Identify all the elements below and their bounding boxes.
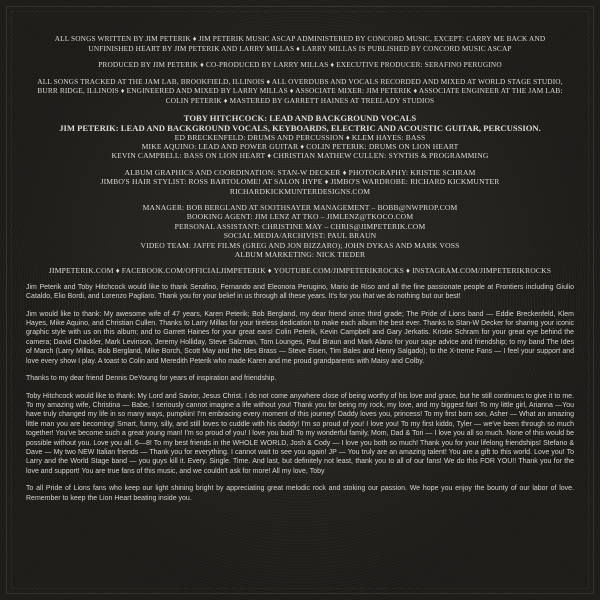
video-team-credit: VIDEO TEAM: JAFFE FILMS (GREG AND JON BIZZARO); JOHN DYKAS AND MARK VOSS — [140, 240, 460, 250]
marketing-credit: ALBUM MARKETING: NICK TIEDER — [234, 250, 366, 260]
thanks-section — [26, 283, 574, 503]
jim-peterik-credit: JIM PETERIK: LEAD AND BACKGROUND VOCALS, KEYBOARDS, ELECTRIC AND ACOUSTIC GUITAR, PERCUSSION. — [59, 122, 541, 133]
thanks-frontiers: Jim Peterik and Toby Hitchcock would like to thank Serafino, Fernando and Eleonora Perugino, Mario de Riso and all the fine passionate people at Frontiers including Giulio Cataldo, Elio Bordi, and Lorenzo Pagliaro. Thank you for your belief in us through all these years. It's for you that we do nothing but our best! — [26, 283, 574, 301]
band-credits — [32, 133, 568, 283]
thanks-toby: Toby Hitchcock would like to thank: My Lord and Savior, Jesus Christ. I do not come anywhere close of being worthy of his love and grace, but he still continues to give it to me. To my amazing wife, Christina — Babe, I seriously cannot imagine a life without you! Thank you for being my rock, my love, and my biggest fan! To my little girl, Arianna —You have truly changed my life in so many ways, pumpkin! I'm embracing every moment of this journey! Daddy loves you, princess! To my first born son, Asher — What an amazing little man you are becoming! Smart, funny, silly, and still loves to cuddle with his daddy! I'm so proud of you! I love you! To my first kiddo, Tyler — we've been through so much together! You've become such a great young man! I'm so proud of you! I love you bud! To my wonderful family, Mom, Dad & Tori — I love you all so much. None of this would be possible without you. Love you all. 6—8! To my best friends in the WHOLE WORLD, Josh & Cody — I love you both so much! Thank you for your lifelong friendships! Stefano & Dave — My two NEW Italian friends — Thank you for everything. I cannot wait to see you again! JP — You truly are an amazing talent! You are a gift to this world. Love you! To Larry and the World Stage band — you guys kill it. Every. Single. Time. And last, but definitely not least, thank you to all of our fans! We do this FOR YOU!! Thank you for the love and support! You are true fans of this music, and we couldn't ask for more! All my love, Toby — [26, 392, 574, 475]
written-by-credit: ALL SONGS WRITTEN BY JIM PETERIK ♦ JIM PETERIK MUSIC ASCAP ADMINISTERED BY CONCORD MUSIC, EXCEPT: CARRY ME BACK AND UNFINISHED HEART BY JIM PETERIK AND LARRY MILLAS ♦ LARRY MILLAS IS PUBLISHED BY CONCORD MUSIC ASCAP — [54, 34, 546, 53]
produced-by-credit: PRODUCED BY JIM PETERIK ♦ CO-PRODUCED BY LARRY MILLAS ♦ EXECUTIVE PRODUCER: SERAFINO PERUGINO — [98, 60, 502, 70]
website-links: JIMPETERIK.COM ♦ FACEBOOK.COM/OFFICIALJIMPETERIK ♦ YOUTUBE.COM/JIMPETERIKROCKS ♦ INSTAGRAM.COM/JIMPETERIKROCKS — [48, 266, 552, 276]
booking-agent-credit: BOOKING AGENT: JIM LENZ AT TKO – JIMLENZ@TKOCO.COM — [186, 212, 414, 222]
lead-musicians — [32, 113, 568, 133]
hair-wardrobe-credit: JIMBO'S HAIR STYLIST: ROSS BARTOLOME! AT SALON HYPE ♦ JIMBO'S WARDROBE: RICHARD KICKMUNTER RICHARDKICKMUNTERDESIGNS.COM — [100, 177, 500, 196]
recording-credit: ALL SONGS TRACKED AT THE JAM LAB, BROOKFIELD, ILLINOIS ♦ ALL OVERDUBS AND VOCALS RECORDED AND MIXED AT WORLD STAGE STUDIO, BURR RIDGE, ILLINOIS ♦ ENGINEERED AND MIXED BY LARRY MILLAS ♦ ASSOCIATE MIXER: JIM PETERIK ♦ ASSOCIATE ENGINEER AT THE JAM LAB: COLIN PETERIK ♦ MASTERED BY GARRETT HAINES AT TREELADY STUDIOS — [37, 76, 563, 105]
archivist-credit: SOCIAL MEDIA/ARCHIVIST: PAUL BRAUN — [223, 231, 377, 241]
ed-breckenfeld-credit: ED BRECKENFELD: DRUMS AND PERCUSSION ♦ KLEM HAYES: BASS — [174, 132, 426, 142]
toby-hitchcock-credit: TOBY HITCHCOCK: LEAD AND BACKGROUND VOCALS — [183, 112, 417, 123]
thanks-dennis: Thanks to my dear friend Dennis DeYoung for years of inspiration and friendship. — [26, 375, 277, 383]
kevin-campbell-credit: KEVIN CAMPBELL: BASS ON LION HEART ♦ CHRISTIAN MATHEW CULLEN: SYNTHS & PROGRAMMING — [111, 151, 489, 161]
manager-credit: MANAGER: BOB BERGLAND AT SOOTHSAYER MANAGEMENT – BOBB@NWPROP.COM — [142, 203, 458, 212]
mike-aquino-credit: MIKE AQUINO: LEAD AND POWER GUITAR ♦ COLIN PETERIK: DRUMS ON LION HEART — [141, 141, 459, 151]
thanks-jim: Jim would like to thank: My awesome wife of 47 years, Karen Peterik; Bob Bergland, my dear friend since third grade; The Pride of Lions band — Eddie Breckenfeld, Klem Hayes, Mike Aquino, and Christian Cullen. Thanks to Larry Millas for your tireless dedication to make each album the best ever. Thanks to Stan-W Decker for sharing your iconic graphic style with us on this album; and to Garrett Haines for your great ears! Colin Peterik, Kevin Campbell and Gary Jerkatis. Kristie Schram for your great eye behind the camera; David Chackler, Mark Levinson, Jeremy Holliday, Steve Salzman, Tom Lounges, Paul Braun and Mark Alano for your sage advice and friendship; to my band The Ides of March (Larry Millas, Bob Bergland, Mike Borch, Scott May and the Ides Brass — Steve Eisen, Tim Bales and Henry Salgado); to the X-treme Fans — I feel your support and love every show I play. A toast to Colin and Meredith Peterik who made Karen and me proud grandparents with Maisy and Colby. — [26, 310, 574, 365]
credits-section — [32, 34, 568, 113]
personal-assistant-credit: PERSONAL ASSISTANT: CHRISTINE MAY – CHRIS@JIMPETERIK.COM — [174, 221, 426, 231]
thanks-fans: To all Pride of Lions fans who keep our light shining bright by appreciating great melodic rock and stoking our passion. We hope you enjoy the bounty of our labor of love. Remember to keep the Lion Heart beating inside you. — [26, 485, 574, 502]
album-graphics-credit: ALBUM GRAPHICS AND COORDINATION: STAN-W DECKER ♦ PHOTOGRAPHY: KRISTIE SCHRAM — [124, 167, 476, 177]
liner-notes — [18, 34, 582, 511]
